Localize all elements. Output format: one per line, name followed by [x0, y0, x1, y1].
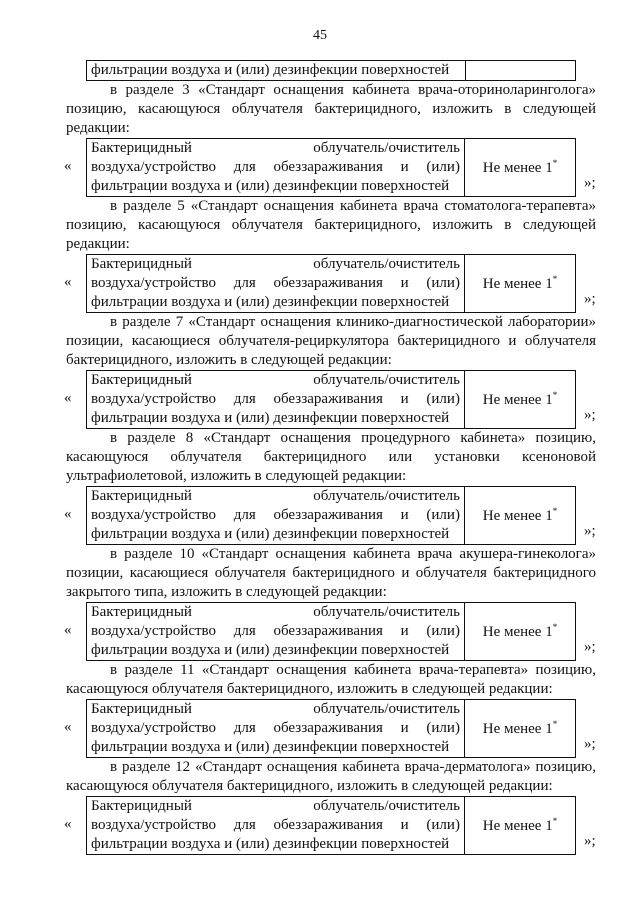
close-quote: »; — [584, 407, 596, 423]
item-text-line: воздуха/устройство для обеззараживания и (или) — [91, 507, 460, 523]
table-cell-name — [87, 603, 465, 661]
quantity-value: Не менее 1 — [482, 818, 553, 834]
table-cell-qty — [464, 797, 575, 855]
item-text-line: воздуха/устройство для обеззараживания и (или) — [91, 391, 460, 407]
open-quote: « — [64, 816, 72, 832]
item-text-line: воздуха/устройство для обеззараживания и (или) — [91, 817, 460, 833]
table-cell-name — [87, 797, 465, 855]
quantity-value: Не менее 1 — [482, 508, 553, 524]
footnote-mark: * — [552, 719, 558, 729]
open-quote: « — [64, 390, 72, 406]
close-quote: »; — [584, 833, 596, 849]
quantity-value: Не менее 1 — [482, 392, 553, 408]
table-cell-qty — [464, 139, 575, 197]
replacement-item — [66, 699, 596, 758]
table-cell-name — [87, 487, 465, 545]
close-quote: »; — [584, 736, 596, 752]
table-cell-name — [87, 61, 466, 81]
item-text-line: фильтрации воздуха и (или) дезинфекции поверхностей — [91, 642, 450, 658]
previous-table-end — [86, 60, 576, 81]
table-cell-name — [87, 139, 465, 197]
quantity-value: Не менее 1 — [482, 624, 553, 640]
amendment-section — [66, 661, 596, 758]
amendment-paragraph: в разделе 11 «Стандарт оснащения кабинета врача-терапевта» позицию, касающуюся облучателя бактерицидного, изложить в следующей редакции: — [66, 662, 596, 697]
replacement-item — [66, 796, 596, 855]
item-text-line: Бактерицидный облучатель/очиститель — [91, 256, 460, 272]
amendment-section — [66, 313, 596, 429]
amendment-paragraph: в разделе 12 «Стандарт оснащения кабинета врача-дерматолога» позицию, касающуюся облучателя бактерицидного, изложить в следующей редакции: — [66, 759, 596, 794]
footnote-mark: * — [552, 274, 558, 284]
replacement-item — [66, 370, 596, 429]
amendment-paragraph: в разделе 3 «Стандарт оснащения кабинета врача-оториноларинголога» позицию, касающуюся облучателя бактерицидного, изложить в следующей редакции: — [66, 82, 596, 136]
table-cell-name — [87, 255, 465, 313]
replacement-item — [66, 138, 596, 197]
table-cell-qty — [464, 371, 575, 429]
amendment-paragraph: в разделе 8 «Стандарт оснащения процедурного кабинета» позицию, касающуюся облучателя бактерицидного или установки ксеноновой ультрафиолетовой, изложить в следующей редакции: — [66, 430, 596, 484]
equipment-table — [86, 138, 576, 197]
table-cell-qty — [464, 603, 575, 661]
equipment-table — [86, 699, 576, 758]
item-text-line: фильтрации воздуха и (или) дезинфекции поверхностей — [91, 410, 450, 426]
equipment-table — [86, 602, 576, 661]
table-cell-qty — [464, 700, 575, 758]
close-quote: »; — [584, 175, 596, 191]
footnote-mark: * — [552, 158, 558, 168]
item-text-line: фильтрации воздуха и (или) дезинфекции поверхностей — [91, 526, 450, 542]
item-text-line: воздуха/устройство для обеззараживания и (или) — [91, 275, 460, 291]
page-number: 45 — [313, 28, 327, 43]
open-quote: « — [64, 622, 72, 638]
equipment-table — [86, 486, 576, 545]
table-cell-qty — [464, 255, 575, 313]
item-text-line: воздуха/устройство для обеззараживания и (или) — [91, 623, 460, 639]
table-cell-qty — [464, 487, 575, 545]
footnote-mark: * — [552, 390, 558, 400]
open-quote: « — [64, 506, 72, 522]
amendment-section — [66, 197, 596, 313]
item-text-line: Бактерицидный облучатель/очиститель — [91, 604, 460, 620]
amendment-section — [66, 758, 596, 855]
open-quote: « — [64, 274, 72, 290]
footnote-mark: * — [552, 506, 558, 516]
item-text-line: фильтрации воздуха и (или) дезинфекции поверхностей — [91, 836, 450, 852]
item-text-line: Бактерицидный облучатель/очиститель — [91, 488, 460, 504]
footnote-mark: * — [552, 622, 558, 632]
table-cell-qty — [465, 61, 575, 81]
quantity-value: Не менее 1 — [482, 721, 553, 737]
item-text-line: фильтрации воздуха и (или) дезинфекции поверхностей — [91, 739, 450, 755]
amendment-section — [66, 429, 596, 545]
item-text-line: фильтрации воздуха и (или) дезинфекции поверхностей — [91, 178, 450, 194]
item-text-line: Бактерицидный облучатель/очиститель — [91, 701, 460, 717]
item-text-line: воздуха/устройство для обеззараживания и (или) — [91, 720, 460, 736]
equipment-table — [86, 254, 576, 313]
close-quote: »; — [584, 291, 596, 307]
equipment-table — [86, 796, 576, 855]
quantity-value: Не менее 1 — [482, 276, 553, 292]
equipment-table — [86, 370, 576, 429]
footnote-mark: * — [552, 816, 558, 826]
replacement-item — [66, 254, 596, 313]
amendment-paragraph: в разделе 5 «Стандарт оснащения кабинета врача стоматолога-терапевта» позицию, касающуюся облучателя бактерицидного, изложить в следующей редакции: — [66, 198, 596, 252]
quantity-value: Не менее 1 — [482, 160, 553, 176]
table-cell-name — [87, 371, 465, 429]
item-text-line: Бактерицидный облучатель/очиститель — [91, 372, 460, 388]
replacement-item — [66, 486, 596, 545]
open-quote: « — [64, 158, 72, 174]
open-quote: « — [64, 719, 72, 735]
item-text-line: фильтрации воздуха и (или) дезинфекции поверхностей — [91, 294, 450, 310]
amendment-section — [66, 81, 596, 197]
document-body — [66, 60, 596, 855]
close-quote: »; — [584, 639, 596, 655]
amendment-paragraph: в разделе 7 «Стандарт оснащения клинико-диагностической лаборатории» позиции, касающиеся облучателя-рециркулятора бактерицидного и облучателя бактерицидного, изложить в следующей редакции: — [66, 314, 596, 368]
replacement-item — [66, 602, 596, 661]
item-text-line: Бактерицидный облучатель/очиститель — [91, 798, 460, 814]
close-quote: »; — [584, 523, 596, 539]
item-text-line: фильтрации воздуха и (или) дезинфекции поверхностей — [91, 62, 450, 78]
item-text-line: Бактерицидный облучатель/очиститель — [91, 140, 460, 156]
table-cell-name — [87, 700, 465, 758]
amendment-section — [66, 545, 596, 661]
amendment-paragraph: в разделе 10 «Стандарт оснащения кабинета врача акушера-гинеколога» позиции, касающиеся облучателя бактерицидного и облучателя бактерицидного закрытого типа, изложить в следующей редакции: — [66, 546, 596, 600]
item-text-line: воздуха/устройство для обеззараживания и (или) — [91, 159, 460, 175]
sections-list — [66, 81, 596, 855]
